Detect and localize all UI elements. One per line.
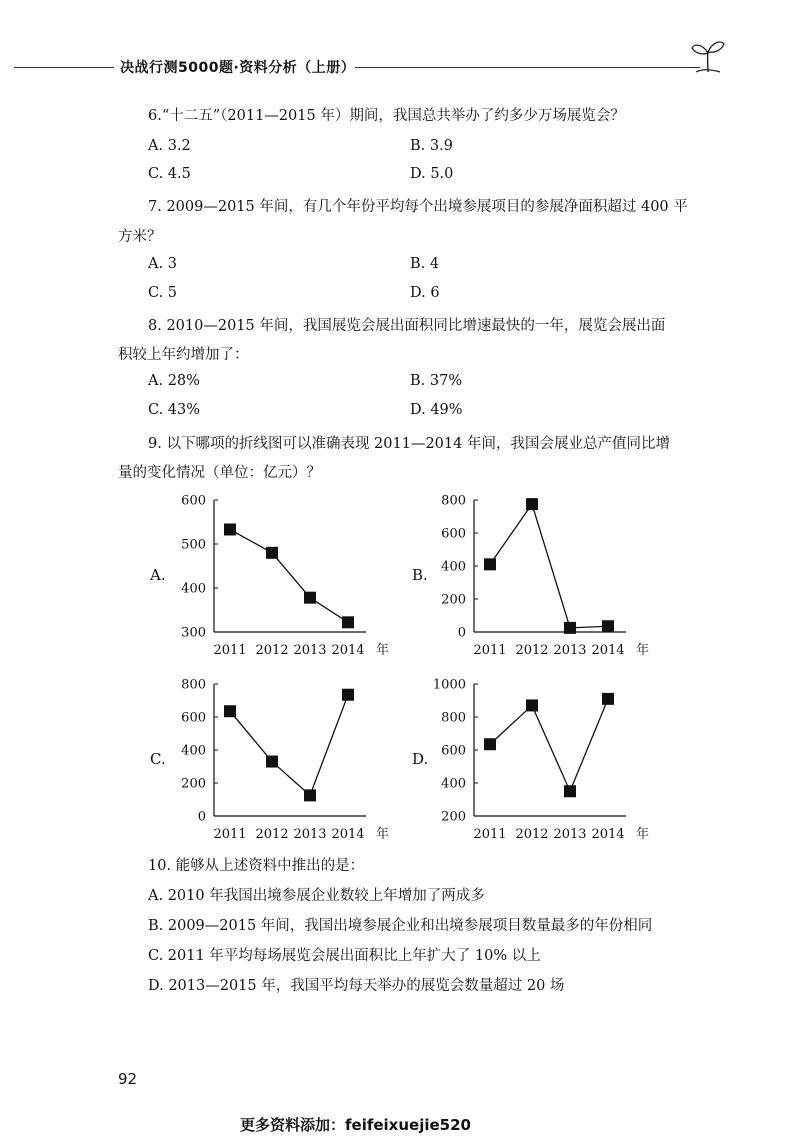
y-tick-label: 200	[441, 592, 466, 608]
data-point	[564, 785, 576, 797]
y-tick-label: 200	[441, 809, 466, 825]
x-tick-label: 2012	[255, 827, 289, 842]
y-tick-label: 600	[181, 493, 206, 509]
data-point	[526, 498, 538, 510]
x-tick-label: 2011	[473, 643, 507, 658]
data-point	[602, 693, 614, 705]
data-point	[304, 592, 316, 604]
chart-d-label: D.	[412, 750, 429, 768]
x-tick-label: 2013	[293, 827, 327, 842]
data-point	[484, 738, 496, 750]
x-tick-label: 2013	[553, 643, 587, 658]
question-8-line2: 积较上年约增加了：	[118, 347, 249, 363]
y-tick-label: 300	[181, 625, 206, 641]
data-point	[266, 547, 278, 559]
series-line	[230, 695, 348, 796]
q8-option-b: B. 37%	[410, 373, 463, 389]
x-tick-label: 2014	[591, 827, 625, 842]
y-tick-label: 400	[181, 743, 206, 759]
series-line	[490, 504, 608, 628]
y-tick-label: 0	[457, 625, 466, 641]
x-axis-unit: 年	[376, 643, 390, 658]
q7-option-c: C. 5	[148, 285, 178, 301]
y-tick-label: 1000	[432, 677, 466, 693]
q6-option-c: C. 4.5	[148, 166, 191, 182]
question-7-line1: 7. 2009—2015 年间，有几个年份平均每个出境参展项目的参展净面积超过 400 平	[148, 199, 688, 215]
data-point	[266, 756, 278, 768]
x-tick-label: 2012	[515, 827, 549, 842]
chart-a	[170, 488, 400, 668]
question-7-line2: 方米？	[118, 229, 162, 245]
data-point	[602, 620, 614, 632]
x-tick-label: 2012	[515, 643, 549, 658]
q8-option-d: D. 49%	[410, 402, 463, 418]
data-point	[484, 558, 496, 570]
data-point	[342, 689, 354, 701]
header-title: 决战行测5000题·资料分析（上册）	[120, 60, 356, 76]
x-tick-label: 2013	[293, 643, 327, 658]
data-point	[564, 622, 576, 634]
q10-option-c: C. 2011 年平均每场展览会展出面积比上年扩大了 10% 以上	[148, 948, 541, 964]
footer-note: 更多资料添加：feifeixuejie520	[240, 1116, 471, 1134]
q6-option-d: D. 5.0	[410, 166, 454, 182]
q7-option-a: A. 3	[148, 256, 177, 272]
x-tick-label: 2013	[553, 827, 587, 842]
q10-option-b: B. 2009—2015 年间，我国出境参展企业和出境参展项目数量最多的年份相同	[148, 918, 653, 934]
chart-b-label: B.	[412, 566, 428, 584]
q6-option-b: B. 3.9	[410, 138, 453, 154]
y-tick-label: 800	[181, 677, 206, 693]
question-8-line1: 8. 2010—2015 年间，我国展览会展出面积同比增速最快的一年，展览会展出面	[148, 318, 666, 334]
series-line	[490, 699, 608, 791]
y-tick-label: 800	[441, 710, 466, 726]
series-line	[230, 529, 348, 622]
y-tick-label: 400	[181, 581, 206, 597]
q10-option-a: A. 2010 年我国出境参展企业数较上年增加了两成多	[148, 888, 485, 904]
q8-option-a: A. 28%	[148, 373, 200, 389]
data-point	[342, 616, 354, 628]
question-10: 10. 能够从上述资料中推出的是：	[148, 858, 365, 874]
y-tick-label: 600	[441, 743, 466, 759]
question-6: 6.“十二五”（2011—2015 年）期间，我国总共举办了约多少万场展览会？	[148, 108, 625, 124]
x-tick-label: 2014	[331, 643, 365, 658]
data-point	[224, 523, 236, 535]
x-tick-label: 2011	[473, 827, 507, 842]
q7-option-d: D. 6	[410, 285, 440, 301]
q8-option-c: C. 43%	[148, 402, 201, 418]
y-tick-label: 600	[181, 710, 206, 726]
x-axis-unit: 年	[636, 643, 650, 658]
y-tick-label: 200	[181, 776, 206, 792]
data-point	[304, 789, 316, 801]
page-number: 92	[118, 1070, 138, 1088]
question-9-line2: 量的变化情况（单位：亿元）？	[118, 465, 321, 481]
x-axis-unit: 年	[636, 827, 650, 842]
q10-option-d: D. 2013—2015 年，我国平均每天举办的展览会数量超过 20 场	[148, 978, 565, 994]
q7-option-b: B. 4	[410, 256, 440, 272]
x-tick-label: 2011	[213, 643, 247, 658]
question-9-line1: 9. 以下哪项的折线图可以准确表现 2011—2014 年间，我国会展业总产值同比增	[148, 436, 670, 452]
y-tick-label: 500	[181, 537, 206, 553]
x-tick-label: 2011	[213, 827, 247, 842]
x-axis-unit: 年	[376, 827, 390, 842]
y-tick-label: 0	[197, 809, 206, 825]
y-tick-label: 600	[441, 526, 466, 542]
chart-c	[170, 672, 400, 852]
y-tick-label: 400	[441, 559, 466, 575]
sprout-icon	[690, 36, 726, 74]
data-point	[224, 705, 236, 717]
chart-a-label: A.	[150, 566, 166, 584]
x-tick-label: 2012	[255, 643, 289, 658]
y-tick-label: 800	[441, 493, 466, 509]
chart-b	[430, 488, 660, 668]
header-rule-right	[355, 67, 700, 68]
chart-c-label: C.	[150, 750, 166, 768]
x-tick-label: 2014	[591, 643, 625, 658]
chart-d	[430, 672, 660, 852]
header-rule-left	[14, 67, 114, 68]
q6-option-a: A. 3.2	[148, 138, 191, 154]
y-tick-label: 400	[441, 776, 466, 792]
data-point	[526, 699, 538, 711]
x-tick-label: 2014	[331, 827, 365, 842]
